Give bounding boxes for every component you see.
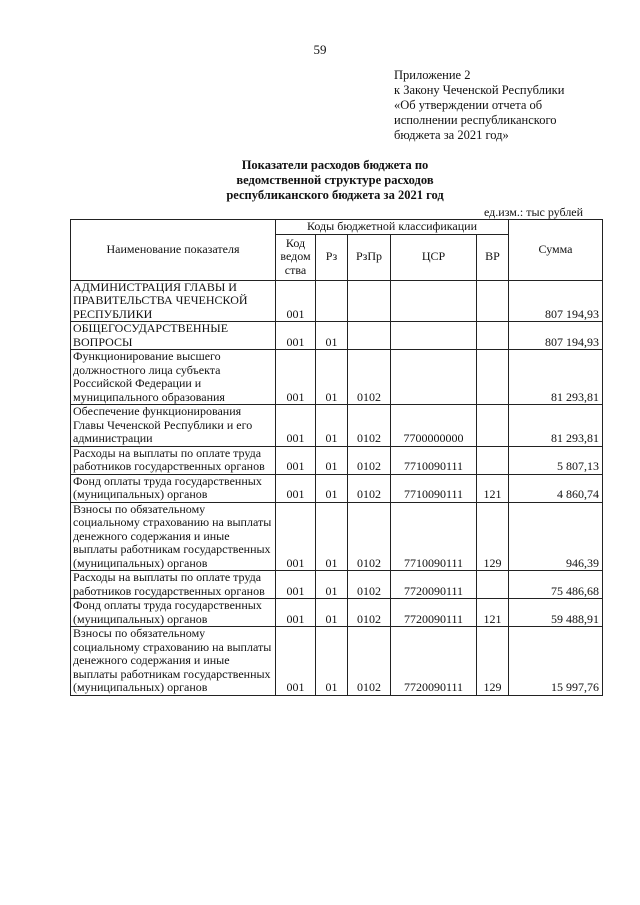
row-vr-code bbox=[477, 322, 509, 350]
row-vr-code: 121 bbox=[477, 599, 509, 627]
table-row bbox=[71, 322, 603, 350]
row-ved-code: 001 bbox=[276, 599, 316, 627]
row-rzpr-code: 0102 bbox=[348, 474, 391, 502]
row-vr-code bbox=[477, 405, 509, 447]
row-rz-code: 01 bbox=[316, 599, 348, 627]
table-row bbox=[71, 446, 603, 474]
header-codes-group: Коды бюджетной классификации bbox=[276, 220, 509, 235]
row-csr-code bbox=[391, 350, 477, 405]
row-name: Фонд оплаты труда государственных (муниципальных) органов bbox=[71, 474, 276, 502]
table-row bbox=[71, 350, 603, 405]
row-name: ОБЩЕГОСУДАРСТВЕННЫЕ ВОПРОСЫ bbox=[71, 322, 276, 350]
row-sum: 946,39 bbox=[509, 502, 603, 571]
header-rz: Рз bbox=[316, 234, 348, 280]
page-number: 59 bbox=[313, 42, 327, 57]
document-title bbox=[180, 158, 490, 203]
row-name: Взносы по обязательному социальному страхованию на выплаты денежного содержания и иные выплаты работникам государственных (муниципальных) органов bbox=[71, 502, 276, 571]
row-csr-code: 7720090111 bbox=[391, 627, 477, 696]
row-sum: 807 194,93 bbox=[509, 322, 603, 350]
table-row bbox=[71, 571, 603, 599]
row-rz-code: 01 bbox=[316, 474, 348, 502]
row-csr-code: 7710090111 bbox=[391, 474, 477, 502]
row-rz-code: 01 bbox=[316, 405, 348, 447]
row-name: Фонд оплаты труда государственных (муниципальных) органов bbox=[71, 599, 276, 627]
row-ved-code: 001 bbox=[276, 350, 316, 405]
row-vr-code bbox=[477, 280, 509, 322]
row-sum: 75 486,68 bbox=[509, 571, 603, 599]
title-line: республиканского бюджета за 2021 год bbox=[226, 188, 444, 202]
row-sum: 81 293,81 bbox=[509, 405, 603, 447]
row-ved-code: 001 bbox=[276, 322, 316, 350]
row-rzpr-code: 0102 bbox=[348, 571, 391, 599]
header-vr: ВР bbox=[477, 234, 509, 280]
row-vr-code: 129 bbox=[477, 627, 509, 696]
appendix-note bbox=[394, 68, 564, 143]
row-csr-code: 7710090111 bbox=[391, 502, 477, 571]
row-rz-code: 01 bbox=[316, 350, 348, 405]
row-vr-code: 129 bbox=[477, 502, 509, 571]
appendix-line: исполнении республиканского bbox=[394, 113, 557, 127]
row-ved-code: 001 bbox=[276, 405, 316, 447]
row-ved-code: 001 bbox=[276, 502, 316, 571]
row-rz-code: 01 bbox=[316, 571, 348, 599]
appendix-line: к Закону Чеченской Республики bbox=[394, 83, 565, 97]
table-row bbox=[71, 627, 603, 696]
row-vr-code bbox=[477, 350, 509, 405]
row-vr-code bbox=[477, 446, 509, 474]
budget-table bbox=[70, 219, 603, 696]
appendix-line: бюджета за 2021 год» bbox=[394, 128, 509, 142]
appendix-line: «Об утверждении отчета об bbox=[394, 98, 543, 112]
row-name: Расходы на выплаты по оплате труда работников государственных органов bbox=[71, 446, 276, 474]
row-csr-code bbox=[391, 280, 477, 322]
row-rzpr-code: 0102 bbox=[348, 502, 391, 571]
row-vr-code bbox=[477, 571, 509, 599]
row-sum: 807 194,93 bbox=[509, 280, 603, 322]
row-name: Обеспечение функционирования Главы Чеченской Республики и его администрации bbox=[71, 405, 276, 447]
row-rzpr-code: 0102 bbox=[348, 627, 391, 696]
row-csr-code: 7710090111 bbox=[391, 446, 477, 474]
row-ved-code: 001 bbox=[276, 474, 316, 502]
row-rz-code: 01 bbox=[316, 446, 348, 474]
row-vr-code: 121 bbox=[477, 474, 509, 502]
table-body bbox=[71, 280, 603, 695]
table-row bbox=[71, 474, 603, 502]
row-csr-code bbox=[391, 322, 477, 350]
row-name: Расходы на выплаты по оплате труда работников государственных органов bbox=[71, 571, 276, 599]
row-rz-code: 01 bbox=[316, 322, 348, 350]
table-row bbox=[71, 502, 603, 571]
row-name: Взносы по обязательному социальному страхованию на выплаты денежного содержания и иные выплаты работникам государственных (муниципальных) органов bbox=[71, 627, 276, 696]
header-sum: Сумма bbox=[509, 220, 603, 281]
header-ved: Код ведом ства bbox=[276, 234, 316, 280]
row-rzpr-code: 0102 bbox=[348, 405, 391, 447]
row-rzpr-code bbox=[348, 322, 391, 350]
row-sum: 4 860,74 bbox=[509, 474, 603, 502]
row-csr-code: 7720090111 bbox=[391, 571, 477, 599]
row-rzpr-code bbox=[348, 280, 391, 322]
row-sum: 5 807,13 bbox=[509, 446, 603, 474]
title-line: Показатели расходов бюджета по bbox=[241, 158, 429, 172]
row-sum: 15 997,76 bbox=[509, 627, 603, 696]
row-ved-code: 001 bbox=[276, 446, 316, 474]
header-csr: ЦСР bbox=[391, 234, 477, 280]
appendix-line: Приложение 2 bbox=[394, 68, 471, 82]
units-label: ед.изм.: тыс рублей bbox=[484, 205, 584, 219]
row-sum: 81 293,81 bbox=[509, 350, 603, 405]
row-rzpr-code: 0102 bbox=[348, 446, 391, 474]
table-row bbox=[71, 599, 603, 627]
header-rzpr: РзПр bbox=[348, 234, 391, 280]
table-row bbox=[71, 280, 603, 322]
row-csr-code: 7700000000 bbox=[391, 405, 477, 447]
row-sum: 59 488,91 bbox=[509, 599, 603, 627]
row-name: АДМИНИСТРАЦИЯ ГЛАВЫ И ПРАВИТЕЛЬСТВА ЧЕЧЕНСКОЙ РЕСПУБЛИКИ bbox=[71, 280, 276, 322]
table-row bbox=[71, 405, 603, 447]
title-line: ведомственной структуре расходов bbox=[236, 173, 434, 187]
row-ved-code: 001 bbox=[276, 280, 316, 322]
row-rz-code: 01 bbox=[316, 627, 348, 696]
row-rz-code: 01 bbox=[316, 502, 348, 571]
row-ved-code: 001 bbox=[276, 571, 316, 599]
row-ved-code: 001 bbox=[276, 627, 316, 696]
row-rzpr-code: 0102 bbox=[348, 350, 391, 405]
header-name: Наименование показателя bbox=[71, 220, 276, 281]
row-rzpr-code: 0102 bbox=[348, 599, 391, 627]
row-rz-code bbox=[316, 280, 348, 322]
row-name: Функционирование высшего должностного лица субъекта Российской Федерации и муниципального образования bbox=[71, 350, 276, 405]
row-csr-code: 7720090111 bbox=[391, 599, 477, 627]
